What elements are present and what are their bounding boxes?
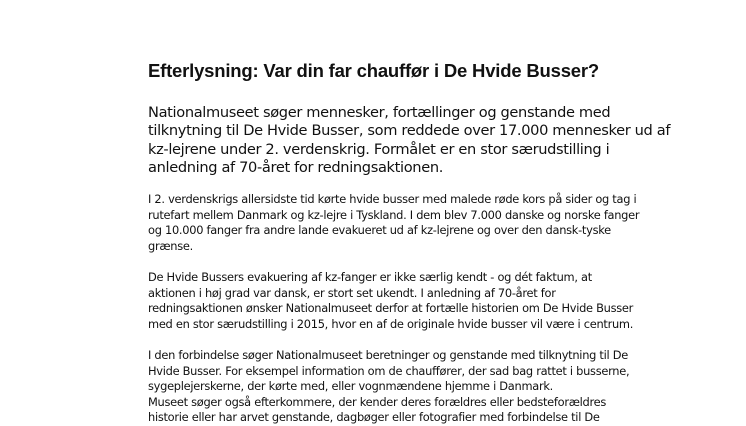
body-paragraph-1: I 2. verdenskrigs allersidste tid kørte hvide busser med malede røde kors på sider og tag i rutefart mellem Danmark og kz-lejre i Tyskland. I dem blev 7.000 danske og norske fanger og 10.000 fanger fra andre lande evakueret ud af kz-lejrene og over den dansk-tyske grænse. — [148, 192, 640, 253]
lead-paragraph: Nationalmuseet søger mennesker, fortællinger og genstande med tilknytning til De Hvide Busser, som reddede over 17.000 mennesker ud af kz-lejrene under 2. verdenskrig. Formålet er en stor særudstilling i anledning af 70-året for redningsaktionen. — [148, 104, 671, 177]
body-paragraph-3: I den forbindelse søger Nationalmuseet beretninger og genstande med tilknytning til De Hvide Busser. For eksempel information om de chauffører, der sad bag rattet i busserne, sygeplejerskerne, der kørte med, eller vognmændene hjemme i Danmark. Museet søger også efterkommere, der kender deres forældres eller bedsteforældres historie eller har arvet genstande, dagbøger eller fotografier med forbindelse til De — [148, 348, 630, 425]
body-paragraph-2: De Hvide Bussers evakuering af kz-fanger er ikke særlig kendt - og dét faktum, at aktionen i høj grad var dansk, er stort set ukendt. I anledning af 70-året for redningsaktionen ønsker Nationalmuseet derfor at fortælle historien om De Hvide Busser med en stor særudstilling i 2015, hvor en af de originale hvide busser vil være i centrum. — [148, 270, 634, 331]
page-title: Efterlysning: Var din far chauffør i De Hvide Busser? — [148, 60, 599, 81]
